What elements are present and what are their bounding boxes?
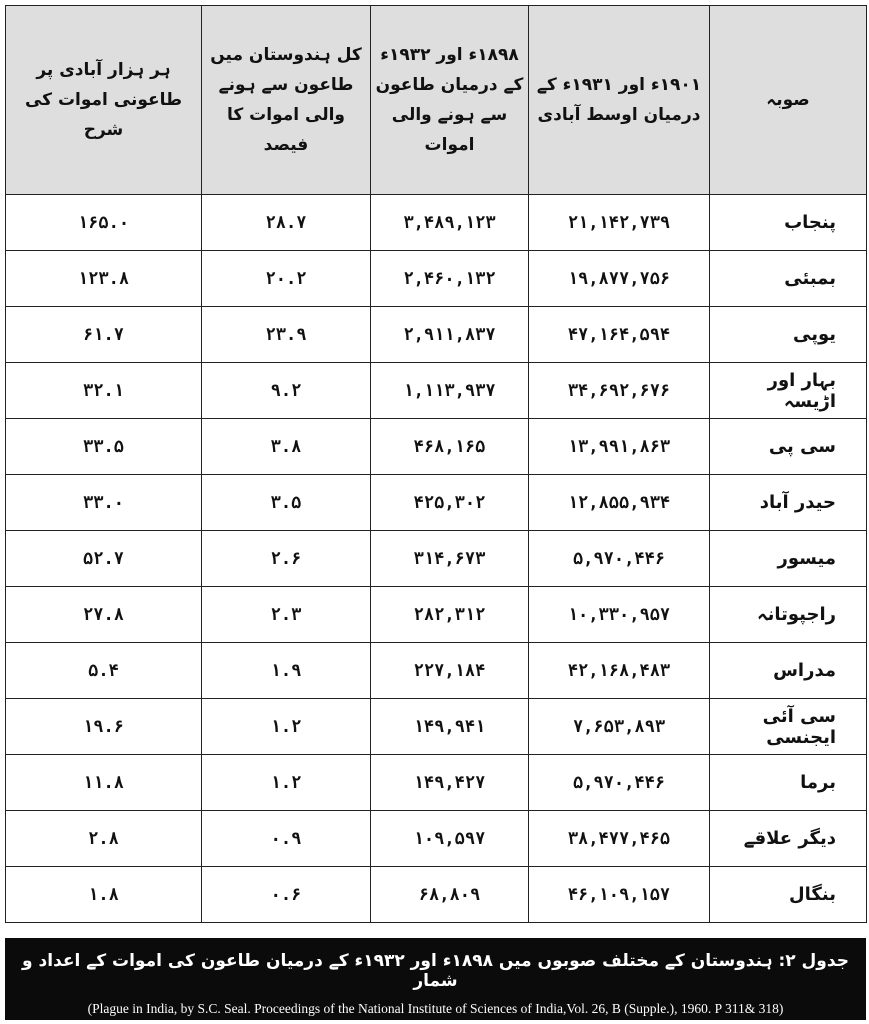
percent-cell: ۲۳.۹ bbox=[202, 307, 371, 363]
table-row bbox=[6, 251, 867, 307]
deaths-cell: ۱۴۹,۹۴۱ bbox=[371, 699, 529, 755]
death-rate-cell: ۲.۸ bbox=[6, 811, 202, 867]
population-cell: ۴۲,۱۶۸,۴۸۳ bbox=[529, 643, 710, 699]
province-cell: سی آئی ایجنسی bbox=[710, 699, 867, 755]
header-average-population: ۱۹۰۱ء اور ۱۹۳۱ء کے درمیان اوسط آبادی bbox=[529, 6, 710, 195]
deaths-cell: ۱,۱۱۳,۹۳۷ bbox=[371, 363, 529, 419]
percent-cell: ۱.۲ bbox=[202, 699, 371, 755]
percent-cell: ۱.۲ bbox=[202, 755, 371, 811]
percent-cell: ۰.۶ bbox=[202, 867, 371, 923]
table-caption bbox=[5, 938, 866, 1020]
province-cell: میسور bbox=[710, 531, 867, 587]
population-cell: ۲۱,۱۴۲,۷۳۹ bbox=[529, 195, 710, 251]
province-cell: بہار اور اڑیسہ bbox=[710, 363, 867, 419]
header-death-rate: ہر ہزار آبادی پر طاعونی اموات کی شرح bbox=[6, 6, 202, 195]
percent-cell: ۲۰.۲ bbox=[202, 251, 371, 307]
plague-statistics-table bbox=[5, 5, 867, 923]
population-cell: ۵,۹۷۰,۴۴۶ bbox=[529, 755, 710, 811]
province-cell: حیدر آباد bbox=[710, 475, 867, 531]
deaths-cell: ۲۸۲,۳۱۲ bbox=[371, 587, 529, 643]
population-cell: ۵,۹۷۰,۴۴۶ bbox=[529, 531, 710, 587]
death-rate-cell: ۲۷.۸ bbox=[6, 587, 202, 643]
province-cell: راجپوتانہ bbox=[710, 587, 867, 643]
deaths-cell: ۲۲۷,۱۸۴ bbox=[371, 643, 529, 699]
province-cell: بمبئی bbox=[710, 251, 867, 307]
table-row bbox=[6, 307, 867, 363]
death-rate-cell: ۳۲.۱ bbox=[6, 363, 202, 419]
table-row bbox=[6, 587, 867, 643]
table-row bbox=[6, 755, 867, 811]
death-rate-cell: ۵.۴ bbox=[6, 643, 202, 699]
table-row bbox=[6, 811, 867, 867]
population-cell: ۴۶,۱۰۹,۱۵۷ bbox=[529, 867, 710, 923]
population-cell: ۷,۶۵۳,۸۹۳ bbox=[529, 699, 710, 755]
header-row bbox=[6, 6, 867, 195]
population-cell: ۱۳,۹۹۱,۸۶۳ bbox=[529, 419, 710, 475]
percent-cell: ۱.۹ bbox=[202, 643, 371, 699]
percent-cell: ۳.۸ bbox=[202, 419, 371, 475]
death-rate-cell: ۳۳.۰ bbox=[6, 475, 202, 531]
province-cell: مدراس bbox=[710, 643, 867, 699]
table-row bbox=[6, 475, 867, 531]
death-rate-cell: ۵۲.۷ bbox=[6, 531, 202, 587]
province-cell: برما bbox=[710, 755, 867, 811]
deaths-cell: ۱۴۹,۴۲۷ bbox=[371, 755, 529, 811]
table-row bbox=[6, 195, 867, 251]
death-rate-cell: ۱۶۵.۰ bbox=[6, 195, 202, 251]
death-rate-cell: ۱۲۳.۸ bbox=[6, 251, 202, 307]
province-cell: یوپی bbox=[710, 307, 867, 363]
death-rate-cell: ۱.۸ bbox=[6, 867, 202, 923]
population-cell: ۳۴,۶۹۲,۶۷۶ bbox=[529, 363, 710, 419]
population-cell: ۱۰,۳۳۰,۹۵۷ bbox=[529, 587, 710, 643]
deaths-cell: ۶۸,۸۰۹ bbox=[371, 867, 529, 923]
province-cell: دیگر علاقے bbox=[710, 811, 867, 867]
header-percent-of-india: کل ہندوستان میں طاعون سے ہونے والی اموات کا فیصد bbox=[202, 6, 371, 195]
percent-cell: ۲.۳ bbox=[202, 587, 371, 643]
caption-title: جدول ۲: ہندوستان کے مختلف صوبوں میں ۱۸۹۸ء اور ۱۹۳۲ء کے درمیان طاعون کی اموات کے اعداد و شمار bbox=[22, 951, 849, 991]
death-rate-cell: ۱۹.۶ bbox=[6, 699, 202, 755]
table-row bbox=[6, 363, 867, 419]
population-cell: ۴۷,۱۶۴,۵۹۴ bbox=[529, 307, 710, 363]
deaths-cell: ۱۰۹,۵۹۷ bbox=[371, 811, 529, 867]
province-cell: سی پی bbox=[710, 419, 867, 475]
percent-cell: ۲.۶ bbox=[202, 531, 371, 587]
deaths-cell: ۲,۹۱۱,۸۳۷ bbox=[371, 307, 529, 363]
deaths-cell: ۲,۴۶۰,۱۳۲ bbox=[371, 251, 529, 307]
percent-cell: ۰.۹ bbox=[202, 811, 371, 867]
percent-cell: ۹.۲ bbox=[202, 363, 371, 419]
table-row bbox=[6, 643, 867, 699]
population-cell: ۳۸,۴۷۷,۴۶۵ bbox=[529, 811, 710, 867]
header-plague-deaths: ۱۸۹۸ء اور ۱۹۳۲ء کے درمیان طاعون سے ہونے والی اموات bbox=[371, 6, 529, 195]
deaths-cell: ۴۲۵,۳۰۲ bbox=[371, 475, 529, 531]
province-cell: پنجاب bbox=[710, 195, 867, 251]
deaths-cell: ۴۶۸,۱۶۵ bbox=[371, 419, 529, 475]
death-rate-cell: ۳۳.۵ bbox=[6, 419, 202, 475]
province-cell: بنگال bbox=[710, 867, 867, 923]
deaths-cell: ۳,۴۸۹,۱۲۳ bbox=[371, 195, 529, 251]
deaths-cell: ۳۱۴,۶۷۳ bbox=[371, 531, 529, 587]
table-row bbox=[6, 531, 867, 587]
table-row bbox=[6, 867, 867, 923]
percent-cell: ۳.۵ bbox=[202, 475, 371, 531]
death-rate-cell: ۶۱.۷ bbox=[6, 307, 202, 363]
table-row bbox=[6, 419, 867, 475]
table-body bbox=[6, 195, 867, 923]
percent-cell: ۲۸.۷ bbox=[202, 195, 371, 251]
header-province: صوبہ bbox=[710, 6, 867, 195]
table-row bbox=[6, 699, 867, 755]
caption-source: (Plague in India, by S.C. Seal. Proceedings of the National Institute of Sciences of India,Vol. 26, B (Supple.), 1960. P 311& 318) bbox=[87, 1001, 784, 1016]
population-cell: ۱۲,۸۵۵,۹۳۴ bbox=[529, 475, 710, 531]
population-cell: ۱۹,۸۷۷,۷۵۶ bbox=[529, 251, 710, 307]
death-rate-cell: ۱۱.۸ bbox=[6, 755, 202, 811]
